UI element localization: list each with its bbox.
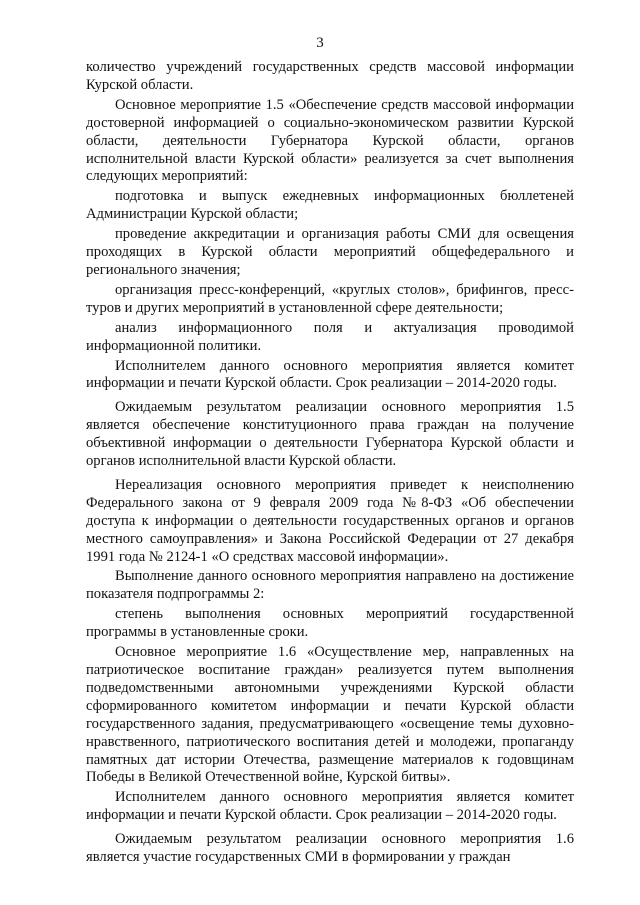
paragraph-measure-1-6: Основное мероприятие 1.6 «Осуществление мер, направленных на патриотическое воспитание граждан» реализуется путем выполнения подведомственными автономными учреждениями Курской области сформированного комитетом информации и печати Курской области государственного задания, предусматривающего «освещение темы духовно-нравственного, патриотического воспитания детей и молодежи, пропаганду памятных дат истории Отечества, размещение материалов к годовщинам Победы в Великой Отечественной войне, Курской битвы». <box>86 644 574 786</box>
paragraph-continuation: количество учреждений государственных средств массовой информации Курской области. <box>86 59 574 93</box>
paragraph-indicator: Выполнение данного основного мероприятия направлено на достижение показателя подпрограммы 2: <box>86 568 574 603</box>
paragraph-analysis: анализ информационного поля и актуализация проводимой информационной политики. <box>86 319 574 354</box>
paragraph-indicator-degree: степень выполнения основных мероприятий государственной программы в установленные сроки. <box>86 606 574 641</box>
page-number: 3 <box>316 35 324 51</box>
paragraph-measure-1-5: Основное мероприятие 1.5 «Обеспечение средств массовой информации достоверной информацией о социально-экономическом развитии Курской области, деятельности Губернатора Курской области, органов исполнительной власти Курской области» реализуется за счет выполнения следующих мероприятий: <box>86 96 574 185</box>
paragraph-result-1-5: Ожидаемым результатом реализации основного мероприятия 1.5 является обеспечение конституционного права граждан на получение объективной информации о деятельности Губернатора Курской области и органов исполнительной власти Курской области. <box>86 399 574 470</box>
paragraph-executor-1-5: Исполнителем данного основного мероприятия является комитет информации и печати Курской области. Срок реализации – 2014-2020 годы. <box>86 357 574 392</box>
paragraph-press-conferences: организация пресс-конференций, «круглых столов», брифингов, пресс-туров и других мероприятий в установленной сфере деятельности; <box>86 281 574 316</box>
paragraph-accreditation: проведение аккредитации и организация работы СМИ для освещения проходящих в Курской области мероприятий общефедерального и регионального значения; <box>86 226 574 278</box>
paragraph-result-1-6: Ожидаемым результатом реализации основного мероприятия 1.6 является участие государственных СМИ в формировании у граждан <box>86 831 574 866</box>
document-body <box>86 59 574 869</box>
paragraph-executor-1-6: Исполнителем данного основного мероприятия является комитет информации и печати Курской области. Срок реализации – 2014-2020 годы. <box>86 789 574 824</box>
paragraph-bulletins: подготовка и выпуск ежедневных информационных бюллетеней Администрации Курской области; <box>86 188 574 223</box>
paragraph-non-implementation: Нереализация основного мероприятия приведет к неисполнению Федерального закона от 9 февраля 2009 года №8-ФЗ «Об обеспечении доступа к информации о деятельности государственных органов и органов местного самоуправления» и Закона Российской Федерации от 27 декабря 1991 года № 2124-1 «О средствах массовой информации». <box>86 476 574 565</box>
